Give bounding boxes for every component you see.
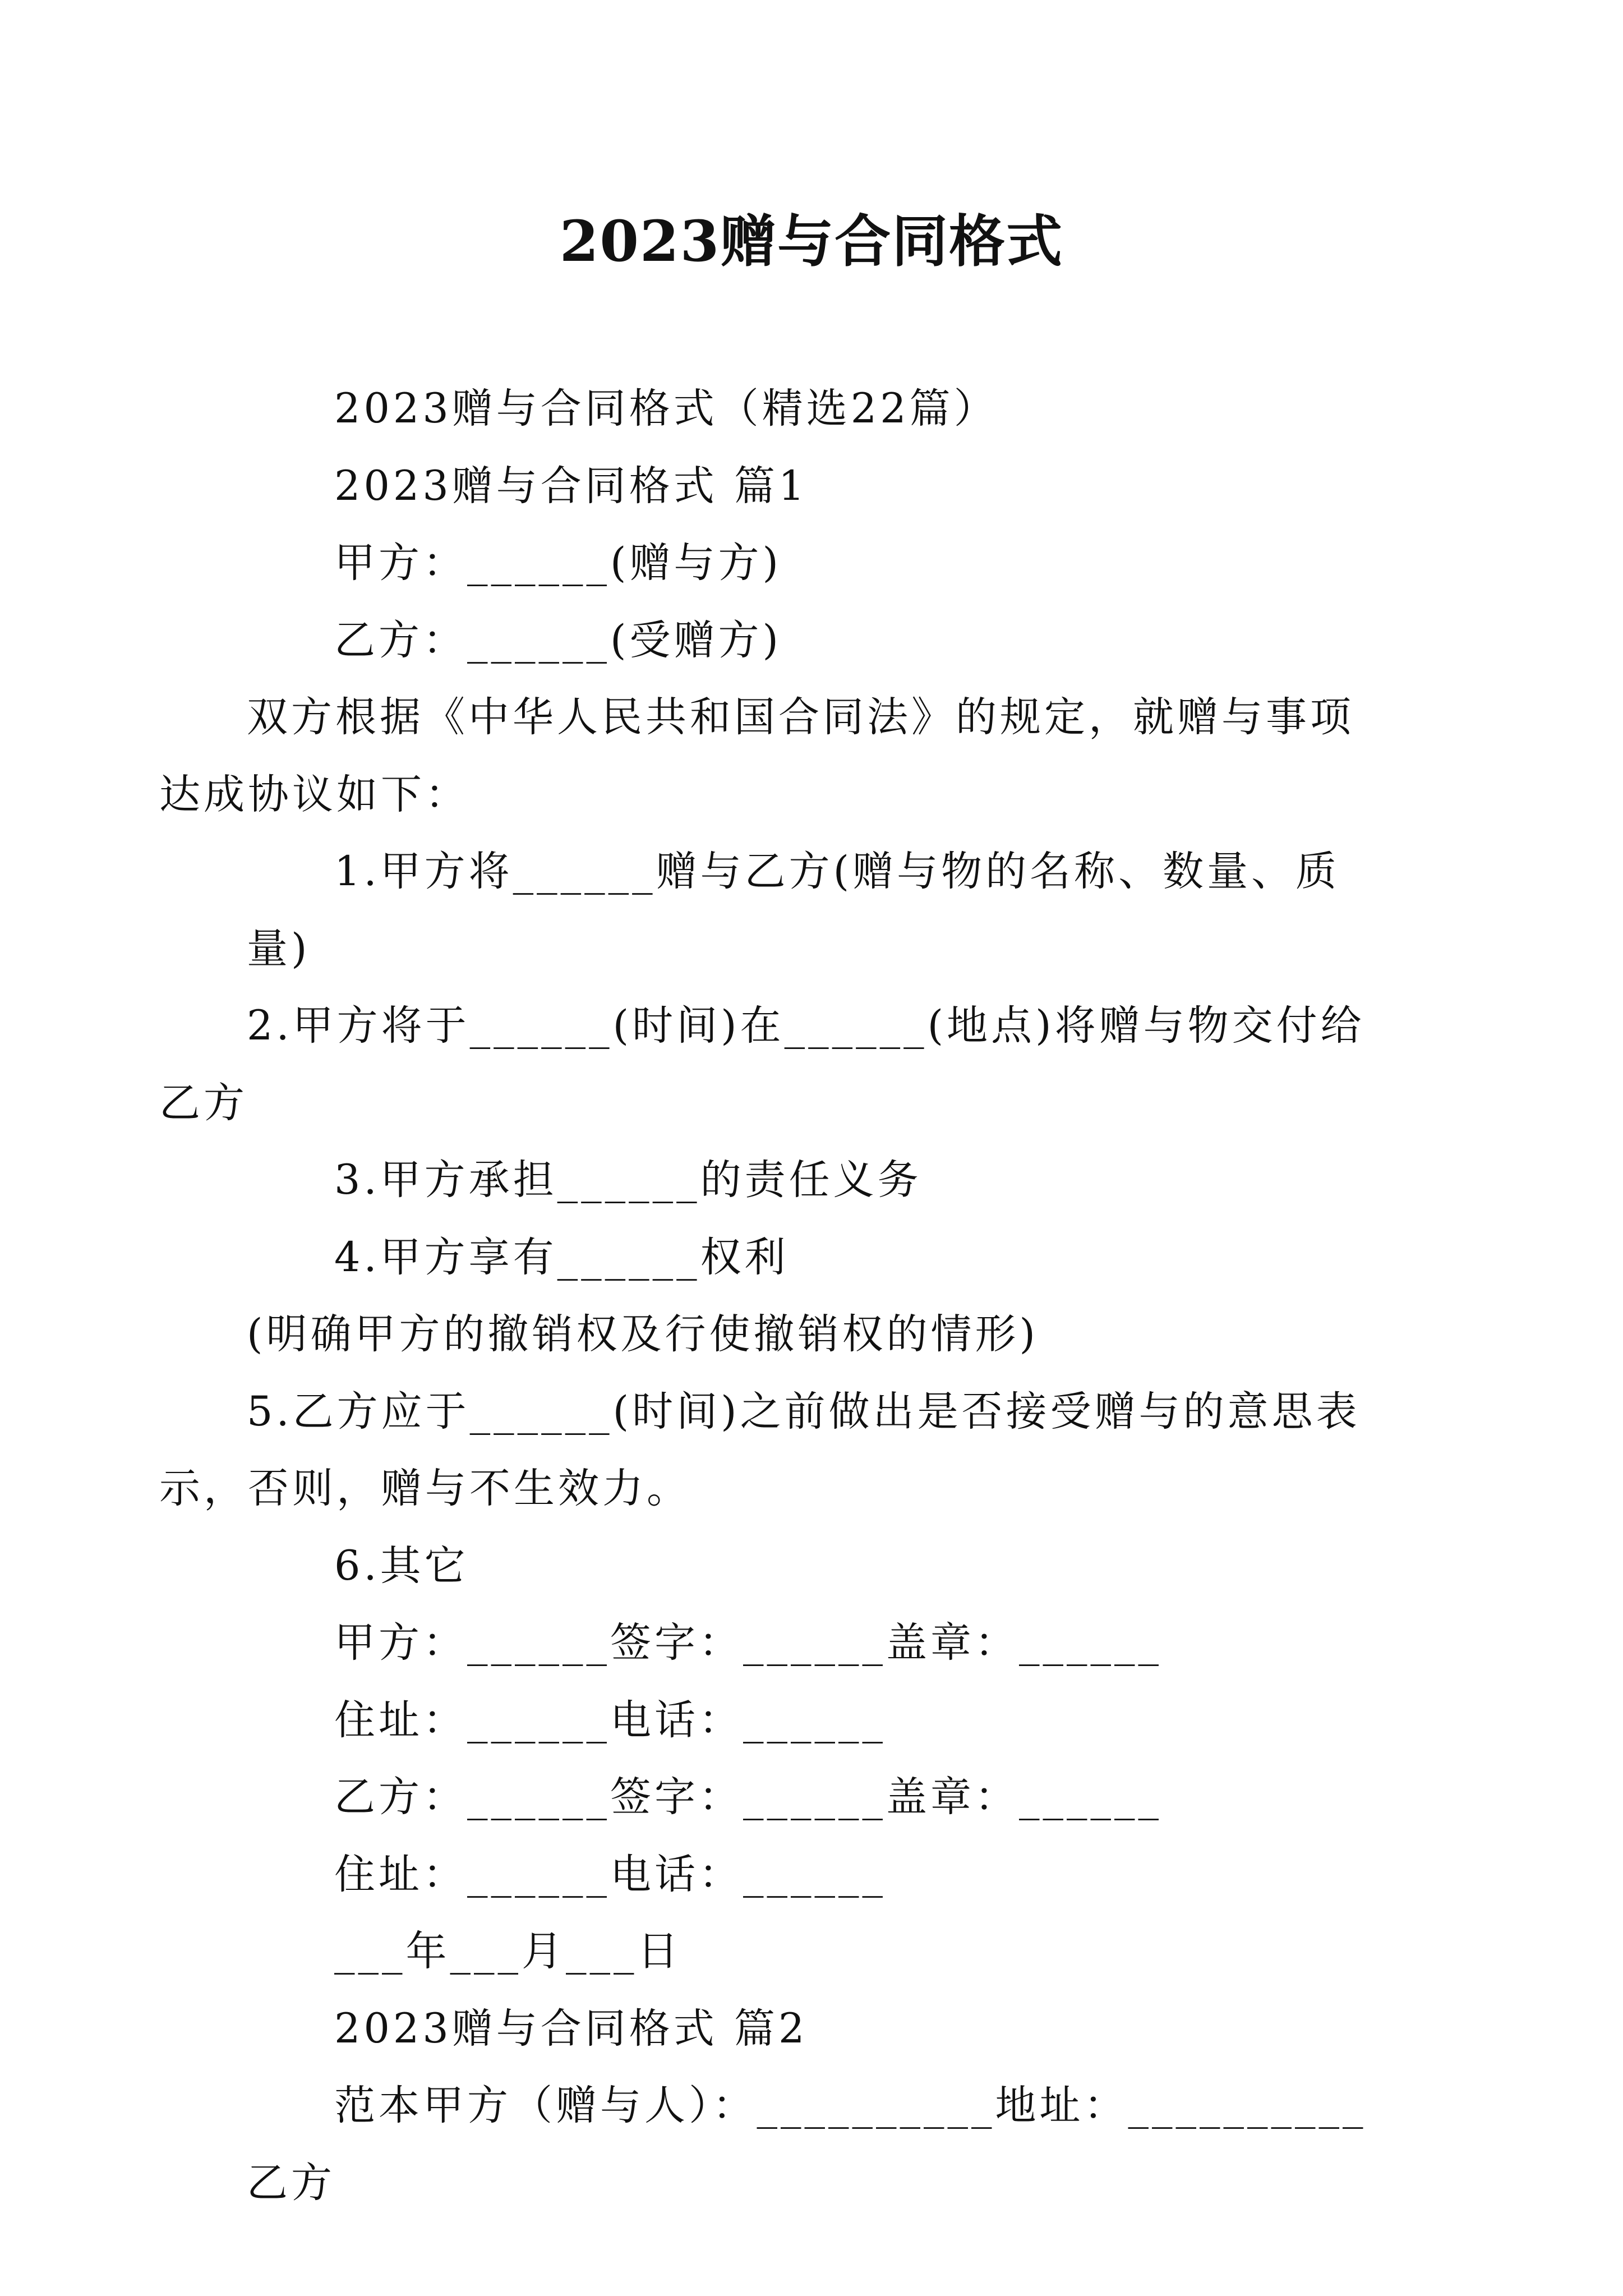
template-party-line: 范本甲方（赠与人）：__________地址：__________乙方 bbox=[247, 2082, 1367, 2207]
signature-party-a: 甲方：______签字：______盖章：______ bbox=[334, 1619, 1162, 1667]
clause-5: 5.乙方应于______(时间)之前做出是否接受赠与的意思表示，否则，赠与不生效力。 bbox=[159, 1387, 1361, 1512]
clause-2: 2.甲方将于______(时间)在______(地点)将赠与物交付给乙方 bbox=[159, 1002, 1365, 1127]
clause-3: 3.甲方承担______的责任义务 bbox=[334, 1156, 922, 1204]
address-party-a: 住址：______电话：______ bbox=[334, 1696, 886, 1744]
address-party-b: 住址：______电话：______ bbox=[334, 1850, 886, 1898]
section-heading-1: 2023赠与合同格式 篇1 bbox=[334, 462, 808, 510]
agreement-intro: 双方根据《中华人民共和国合同法》的规定，就赠与事项达成协议如下： bbox=[159, 693, 1354, 818]
clause-6: 6.其它 bbox=[334, 1542, 469, 1590]
clause-4: 4.甲方享有______权利 bbox=[334, 1233, 789, 1281]
signature-party-b: 乙方：______签字：______盖章：______ bbox=[334, 1773, 1162, 1821]
document-title: 2023赠与合同格式 bbox=[559, 208, 1064, 274]
document-body bbox=[159, 370, 1385, 2221]
date-line: ___年___月___日 bbox=[334, 1927, 682, 1975]
party-b-line: 乙方：______(受赠方) bbox=[334, 616, 782, 664]
clause-4-note: (明确甲方的撤销权及行使撤销权的情形) bbox=[247, 1310, 1039, 1358]
clause-1: 1.甲方将______赠与乙方(赠与物的名称、数量、质量) bbox=[247, 848, 1340, 973]
collection-heading: 2023赠与合同格式（精选22篇） bbox=[334, 385, 998, 432]
party-a-line: 甲方：______(赠与方) bbox=[334, 539, 782, 587]
section-heading-2: 2023赠与合同格式 篇2 bbox=[334, 2004, 808, 2053]
